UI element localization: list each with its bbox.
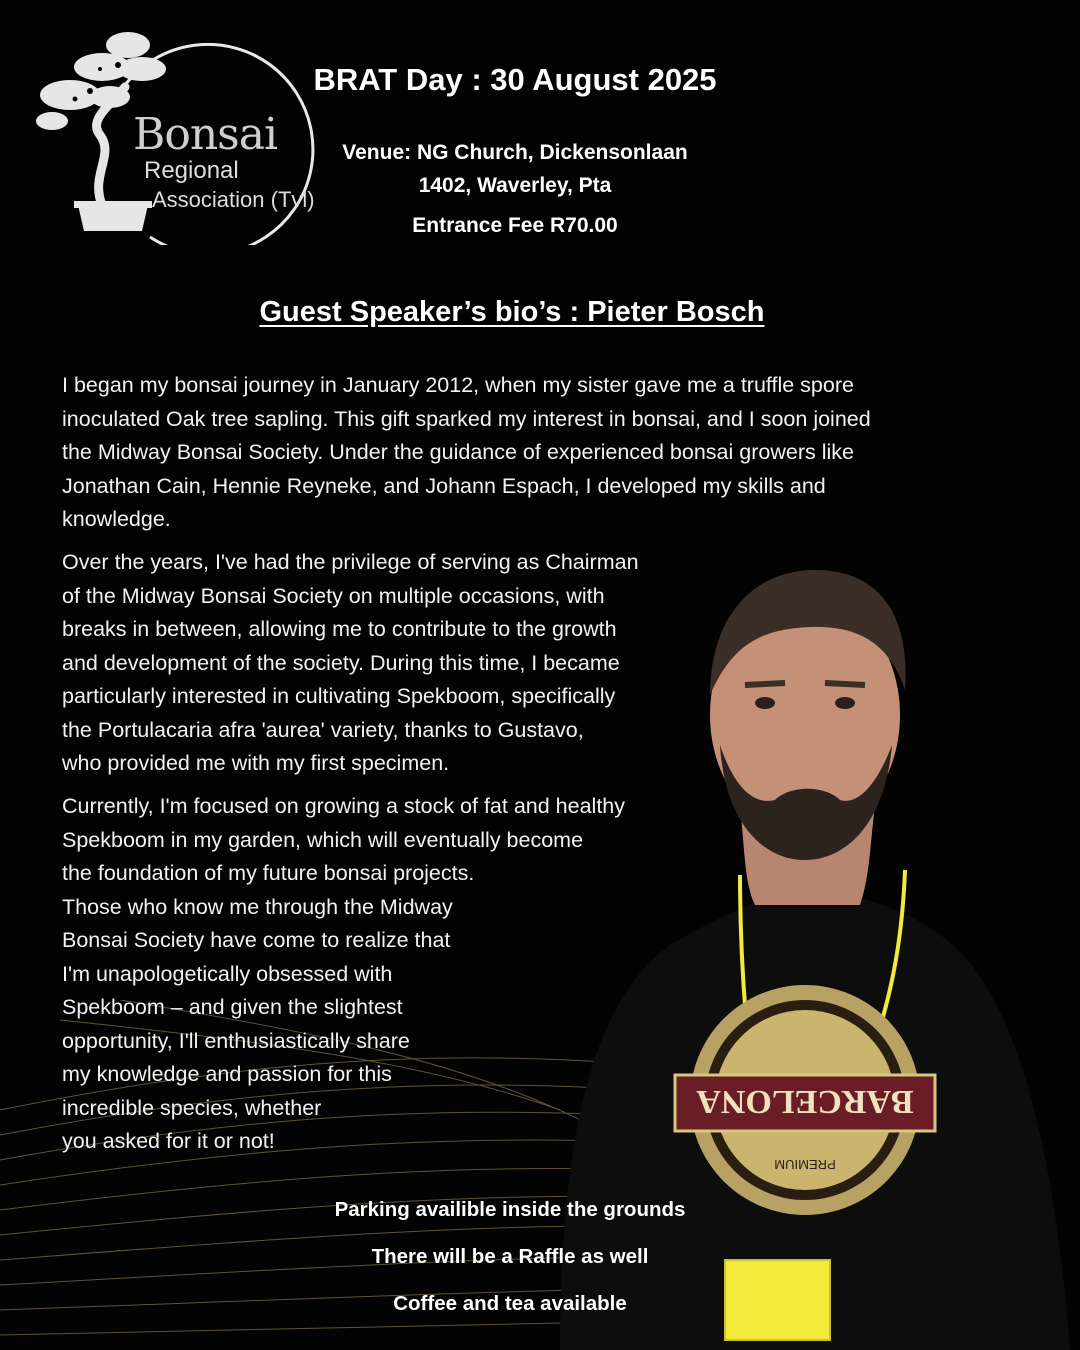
event-title: BRAT Day : 30 August 2025 — [313, 62, 717, 97]
bio-line: inoculated Oak tree sapling. This gift sparked my interest in bonsai, and I soon joined — [62, 406, 871, 431]
logo-word-regional: Regional — [144, 157, 239, 184]
bio-line: Jonathan Cain, Hennie Reyneke, and Johann Espach, I developed my skills and — [62, 473, 826, 498]
bio-line: who provided me with my first specimen. — [62, 751, 450, 775]
bio-line: you asked for it or not! — [62, 1129, 275, 1153]
bio-line: knowledge. — [62, 507, 171, 531]
logo-word-bonsai: Bonsai — [133, 109, 278, 160]
raffle-info: There will be a Raffle as well — [371, 1245, 649, 1268]
bio-paragraph-2 — [62, 546, 742, 781]
bonsai-association-logo — [30, 25, 320, 245]
entrance-fee: Entrance Fee R70.00 — [412, 214, 618, 237]
bio-line: I began my bonsai journey in January 2012, when my sister gave me a truffle spore — [62, 373, 854, 397]
bio-paragraph-3 — [62, 790, 742, 1159]
bio-line: the foundation of my future bonsai projects. — [62, 861, 475, 885]
bio-line: the Portulacaria afra 'aurea' variety, thanks to Gustavo, — [62, 717, 584, 742]
bio-line: Spekboom – and given the slightest — [62, 995, 403, 1019]
bio-line: Bonsai Society have come to realize that — [62, 928, 451, 952]
shirt-logo-small-text: PREMIUM — [774, 1157, 836, 1172]
bio-line: Over the years, I've had the privilege of serving as Chairman — [62, 550, 639, 574]
bio-line: incredible species, whether — [62, 1095, 322, 1120]
bio-line: my knowledge and passion for this — [62, 1062, 392, 1086]
venue-line-1: Venue: NG Church, Dickensonlaan — [342, 141, 688, 164]
bio-line: I'm unapologetically obsessed with — [62, 961, 393, 986]
shirt-logo-text: BARCELONA — [696, 1083, 914, 1120]
bio-line: particularly interested in cultivating Spekboom, specifically — [62, 684, 616, 708]
bio-line: breaks in between, allowing me to contribute to the growth — [62, 617, 617, 641]
bio-heading: Guest Speaker’s bio’s : Pieter Bosch — [259, 296, 765, 328]
bio-line: Spekboom in my garden, which will eventually become — [62, 827, 584, 852]
parking-info: Parking availible inside the grounds — [334, 1198, 686, 1221]
bio-line: Currently, I'm focused on growing a stock of fat and healthy — [62, 794, 625, 818]
refreshments-info: Coffee and tea available — [393, 1292, 627, 1315]
bio-paragraph-1 — [62, 369, 1002, 537]
bio-line: the Midway Bonsai Society. Under the guidance of experienced bonsai growers like — [62, 440, 854, 464]
bio-line: of the Midway Bonsai Society on multiple occasions, with — [62, 583, 605, 608]
logo-word-association: Association (Tvl) — [152, 187, 315, 212]
venue-line-2: 1402, Waverley, Pta — [418, 174, 612, 197]
bio-line: opportunity, I'll enthusiastically share — [62, 1028, 410, 1053]
bio-line: Those who know me through the Midway — [62, 894, 453, 919]
bio-line: and development of the society. During this time, I became — [62, 650, 620, 675]
